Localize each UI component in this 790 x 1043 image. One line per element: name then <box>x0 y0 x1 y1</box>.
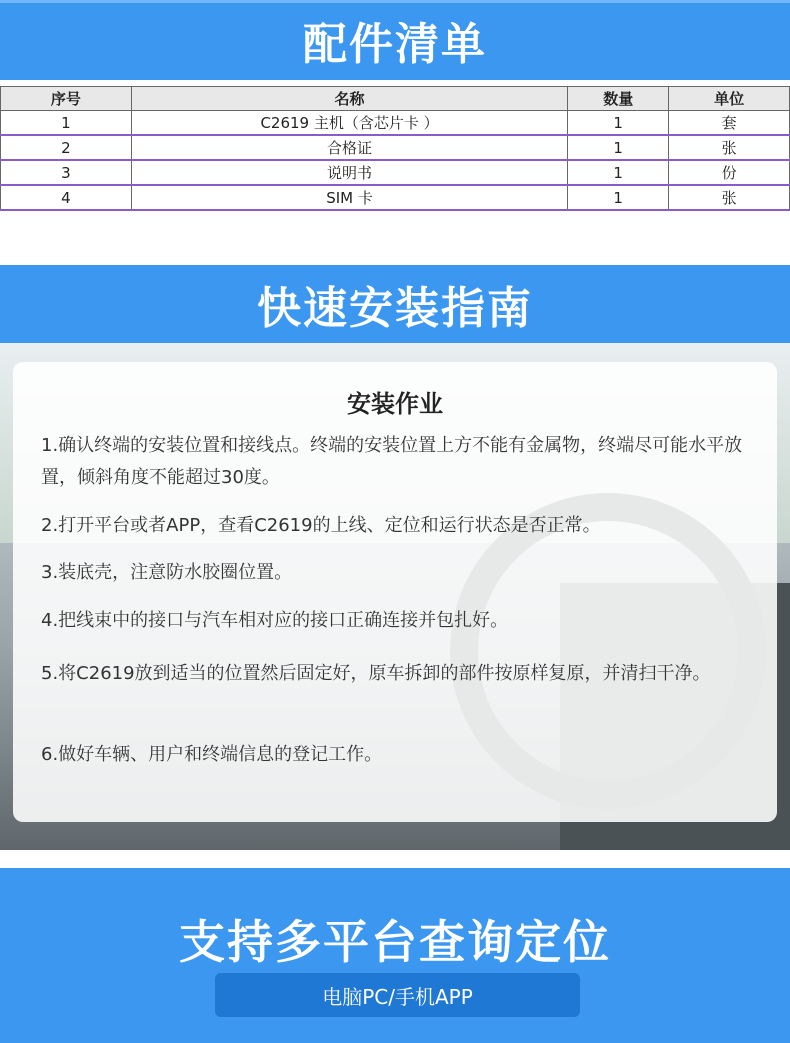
table-header-row <box>1 87 790 111</box>
cell-name: SIM 卡 <box>131 185 567 210</box>
install-guide-title: 快速安装指南 <box>257 283 533 334</box>
cell-quantity: 1 <box>568 185 669 210</box>
table-row <box>1 185 790 210</box>
cell-unit: 张 <box>669 135 790 160</box>
cell-index: 4 <box>1 185 132 210</box>
cell-unit: 套 <box>669 111 790 136</box>
cell-name: 合格证 <box>131 135 567 160</box>
install-step: 2.打开平台或者APP，查看C2619的上线、定位和运行状态是否正常。 <box>41 515 601 536</box>
cell-unit: 张 <box>669 185 790 210</box>
cell-quantity: 1 <box>568 160 669 185</box>
install-step: 5.将C2619放到适当的位置然后固定好，原车拆卸的部件按原样复原，并清扫干净。 <box>41 663 711 684</box>
pc-app-button[interactable]: 电脑PC/手机APP <box>215 973 580 1017</box>
install-step: 3.装底壳，注意防水胶圈位置。 <box>41 562 293 583</box>
install-step: 6.做好车辆、用户和终端信息的登记工作。 <box>41 744 383 765</box>
install-steps-card <box>13 362 777 822</box>
header-name: 名称 <box>131 87 567 111</box>
table-row <box>1 111 790 136</box>
parts-list-title: 配件清单 <box>303 19 487 70</box>
header-index: 序号 <box>1 87 132 111</box>
header-quantity: 数量 <box>568 87 669 111</box>
install-step: 1.确认终端的安装位置和接线点。终端的安装位置上方不能有金属物，终端尽可能水平放置，倾斜角度不能超过30度。 <box>41 435 743 488</box>
parts-table <box>0 86 790 211</box>
cell-quantity: 1 <box>568 111 669 136</box>
header-unit: 单位 <box>669 87 790 111</box>
install-guide-banner <box>0 265 790 343</box>
install-step: 4.把线束中的接口与汽车相对应的接口正确连接并包扎好。 <box>41 610 509 631</box>
table-row <box>1 160 790 185</box>
cell-quantity: 1 <box>568 135 669 160</box>
cell-index: 3 <box>1 160 132 185</box>
cell-name: 说明书 <box>131 160 567 185</box>
cell-index: 1 <box>1 111 132 136</box>
install-heading: 安装作业 <box>347 390 443 418</box>
cell-unit: 份 <box>669 160 790 185</box>
table-row <box>1 135 790 160</box>
top-divider <box>0 0 790 3</box>
parts-list-banner <box>0 0 790 80</box>
cell-index: 2 <box>1 135 132 160</box>
multi-platform-title: 支持多平台查询定位 <box>179 915 611 969</box>
cell-name: C2619 主机（含芯片卡 ） <box>131 111 567 136</box>
